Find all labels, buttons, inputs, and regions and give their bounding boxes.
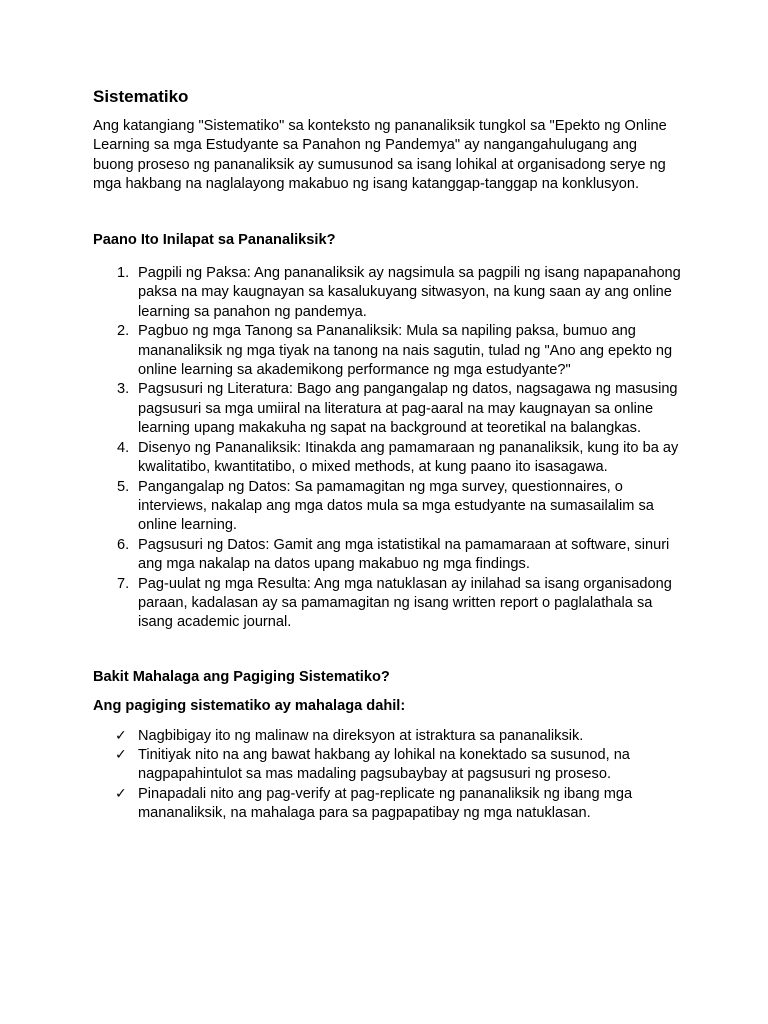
list-item — [93, 478, 683, 536]
list-item-text: Disenyo ng Pananaliksik: Itinakda ang pamamaraan ng pananaliksik, kung ito ba ay kwalitatibo, kwantitatibo, o mixed methods, at kung paano ito isasagawa. — [138, 439, 679, 476]
list-number: 4. — [117, 439, 130, 456]
list-item — [93, 264, 683, 322]
document-title: Sistematiko — [93, 87, 189, 106]
list-item-text: Nagbibigay ito ng malinaw na direksyon at istraktura sa pananaliksik. — [138, 727, 584, 744]
list-item-text: Pagsusuri ng Datos: Gamit ang mga istatistikal na pamamaraan at software, sinuri ang mga nakalap na datos upang makabuo ng mga findings. — [138, 536, 670, 573]
section-heading-why-important: Bakit Mahalaga ang Pagiging Sistematiko? — [93, 668, 390, 685]
list-item-text: Pinapadali nito ang pag-verify at pag-replicate ng pananaliksik ng ibang mga mananaliksik, na mahalaga para sa pagpapatibay ng mga natuklasan. — [138, 785, 633, 822]
list-item-text: Pangangalap ng Datos: Sa pamamagitan ng mga survey, questionnaires, o interviews, nakalap ang mga datos mula sa mga estudyante na sumasailalim sa online learning. — [138, 478, 654, 534]
list-item — [93, 322, 683, 380]
list-item — [93, 380, 683, 438]
list-item — [93, 575, 683, 633]
list-item — [93, 727, 683, 746]
list-item — [93, 439, 683, 478]
intro-paragraph: Ang katangiang "Sistematiko" sa konteksto ng pananaliksik tungkol sa "Epekto ng Online Learning sa mga Estudyante sa Panahon ng Pandemya" ay nangangahulugang ang buong proseso ng pananaliksik ay sumusunod sa isang lohikal at organisadong serye ng mga hakbang na naglalayong makabuo ng isang katanggap-tanggap na konklusyon. — [93, 118, 667, 193]
list-number: 2. — [117, 323, 130, 340]
checkmark-list — [93, 727, 683, 824]
list-item — [93, 785, 683, 824]
list-item-text: Pag-uulat ng mga Resulta: Ang mga natuklasan ay inilahad sa isang organisadong paraan, kadalasan ay sa pamamagitan ng isang written report o paglalathala sa isang academic journal. — [138, 575, 672, 631]
list-number: 5. — [117, 478, 130, 495]
list-item-text: Pagbuo ng mga Tanong sa Pananaliksik: Mula sa napiling paksa, bumuo ang mananaliksik ng mga tiyak na tanong na nais sagutin, tulad ng "Ano ang epekto ng online learning sa akademikong performance ng mga estudyante?" — [138, 323, 673, 379]
steps-list — [93, 264, 683, 633]
list-item-text: Pagsusuri ng Literatura: Bago ang pangangalap ng datos, nagsagawa ng masusing pagsusuri sa mga umiiral na literatura at pag-aaral na may kaugnayan sa online learning upang makakuha ng sapat na background at teoretikal na balangkas. — [138, 381, 678, 437]
list-number: 3. — [117, 381, 130, 398]
list-item-text: Tinitiyak nito na ang bawat hakbang ay lohikal na konektado sa susunod, na nagpapahintulot sa mas madaling pagsubaybay at pagsusuri ng proseso. — [138, 746, 630, 783]
list-number: 7. — [117, 575, 130, 592]
section-subheading: Ang pagiging sistematiko ay mahalaga dahil: — [93, 698, 406, 715]
checkmark-icon: ✓ — [115, 746, 127, 763]
checkmark-icon: ✓ — [115, 727, 127, 744]
list-item — [93, 536, 683, 575]
list-item-text: Pagpili ng Paksa: Ang pananaliksik ay nagsimula sa pagpili ng isang napapanahong paksa na may kaugnayan sa kasalukuyang sitwasyon, na kung saan ay ang online learning sa panahon ng pandemya. — [138, 265, 681, 320]
section-heading-how-applied: Paano Ito Inilapat sa Pananaliksik? — [93, 231, 336, 248]
document-content — [93, 86, 683, 824]
list-number: 1. — [117, 265, 130, 282]
list-item — [93, 746, 683, 785]
list-number: 6. — [117, 536, 130, 553]
checkmark-icon: ✓ — [115, 785, 127, 802]
